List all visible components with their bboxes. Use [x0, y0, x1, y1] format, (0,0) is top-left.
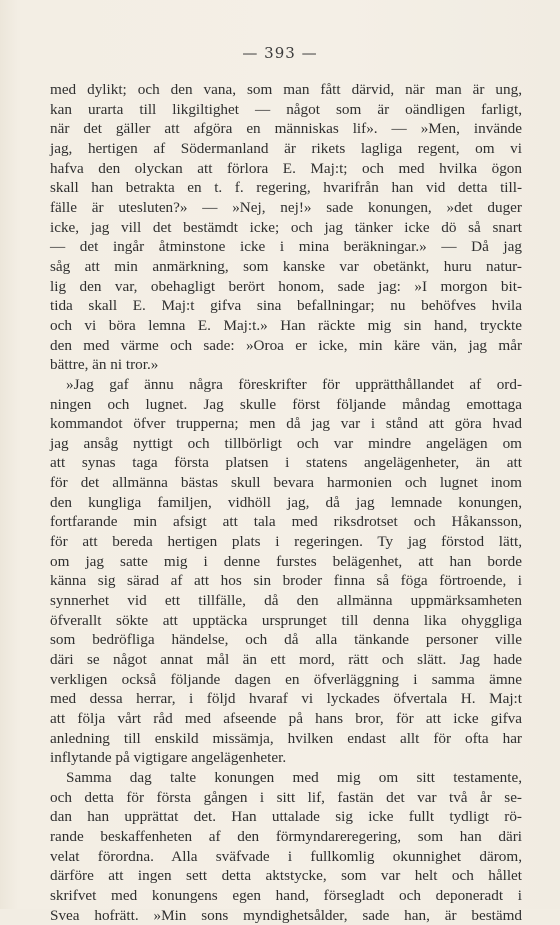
- text-line: känna sig särad af att hos sin broder finna så föga förtroende, i: [50, 572, 522, 590]
- text-line: att följa vårt råd med afseende på hans bror, för att icke gifva: [50, 710, 522, 727]
- text-line: fortfarande min afsigt att tala med riksdrotset och Håkansson,: [50, 513, 522, 531]
- text-line: verkligen också följande dagen en öfverläggning i samma ämne: [50, 670, 522, 688]
- text-line: rande beskaffenheten af den förmyndareregering, som han däri: [50, 827, 522, 845]
- text-line: och detta för första gången i sitt lif, fastän det var två år se-: [50, 788, 522, 806]
- text-line: lig den var, obehagligt berört honom, sade jag: »I morgon bit-: [50, 277, 522, 295]
- text-line: den med värme och sade: »Oroa er icke, min käre vän, jag mår: [50, 336, 522, 354]
- text-line: kan urarta till likgiltighet — något som är oändligen farligt,: [50, 100, 522, 118]
- text-line: inflytande på vigtigare angelägenheter.: [50, 749, 287, 767]
- text-line: dan han upprättat det. Han uttalade sig icke fullt tydligt rö-: [50, 808, 522, 826]
- body-text: [50, 80, 522, 925]
- text-line: icke, jag vill det bestämdt icke; och jag tänker icke dö så snart: [50, 218, 522, 236]
- text-line: och vi böra lemna E. Maj:t.» Han räckte mig sin hand, tryckte: [50, 316, 522, 334]
- page-number: — 393 —: [242, 44, 318, 62]
- text-line: för att bereda hertigen plats i regeringen. Ty jag förstod lätt,: [50, 533, 522, 551]
- text-line: med dessa herrar, i följd hvaraf vi lyckades öfvertala H. Maj:t: [50, 690, 522, 708]
- text-line: såg att min anmärkning, som kanske var obetänkt, huru natur-: [50, 257, 522, 275]
- text-line: däri se något annat mål än ett mord, rätt och slätt. Jag hade: [50, 651, 522, 669]
- text-line: jag, hertigen af Södermanland är rikets lagliga regent, om vi: [50, 139, 522, 157]
- text-line: som bedröfliga händelse, och då alla tänkande personer ville: [50, 631, 522, 649]
- text-line: bättre, än ni tror.»: [50, 356, 159, 374]
- text-line: för det allmänna bästas skull bevara harmonien och lugnet inom: [50, 474, 522, 492]
- text-line: »Jag gaf ännu några föreskrifter för upprätthållandet af ord-: [66, 375, 522, 393]
- text-line: anledning till enskild missämja, hvilken endast allt för ofta har: [50, 729, 522, 747]
- text-line: om jag satte mig i denne furstes belägenhet, att han borde: [50, 552, 522, 570]
- text-line: ningen och lugnet. Jag skulle först följande måndag emottaga: [50, 395, 522, 413]
- text-line: skrifvet med konungens egen hand, försegladt och deponeradt i: [50, 886, 522, 904]
- text-line: — det ingår åtminstone icke i mina beräkningar.» — Då jag: [50, 238, 522, 256]
- text-line: hafva den olyckan att förlora E. Maj:t; och med hvilka ögon: [50, 159, 522, 177]
- text-line: fälle är utesluten?» — »Nej, nej!» sade konungen, »det duger: [50, 198, 522, 216]
- text-line: skall han betrakta en t. f. regering, hvarifrån han vid detta till-: [50, 179, 522, 197]
- text-line: när det gäller att afgöra en människas lif». — »Men, invände: [50, 120, 522, 138]
- text-line: tida skall E. Maj:t gifva sina befallningar; nu behöfves hvila: [50, 297, 522, 315]
- text-line: därföre att ingen sett detta aktstycke, som var helt och hållet: [50, 867, 522, 885]
- text-line: kommandot öfver trupperna; men då jag var i stånd att göra hvad: [50, 415, 522, 433]
- text-line: den kungliga familjen, vidhöll jag, då jag lemnade konungen,: [50, 493, 522, 511]
- text-line: öfverallt sökte att upptäcka ursprunget till denna lika ohyggliga: [50, 611, 522, 629]
- text-line: Samma dag talte konungen med mig om sitt testamente,: [66, 768, 522, 786]
- text-line: med dylikt; och den vana, som man fått därvid, när man är ung,: [50, 81, 522, 98]
- text-line: jag ansåg nyttigt och tillbörligt och var mindre angelägen om: [50, 434, 522, 452]
- text-line: velat förordna. Alla sväfvade i fullkomlig okunnighet därom,: [50, 847, 522, 865]
- text-line: att synas taga första platsen i statens angelägenheter, än att: [50, 454, 522, 472]
- text-line: synnerhet vid ett tillfälle, då den allmänna uppmärksamheten: [50, 592, 522, 610]
- text-line: Svea hofrätt. »Min sons myndighetsålder, sade han, är bestämd: [50, 906, 522, 924]
